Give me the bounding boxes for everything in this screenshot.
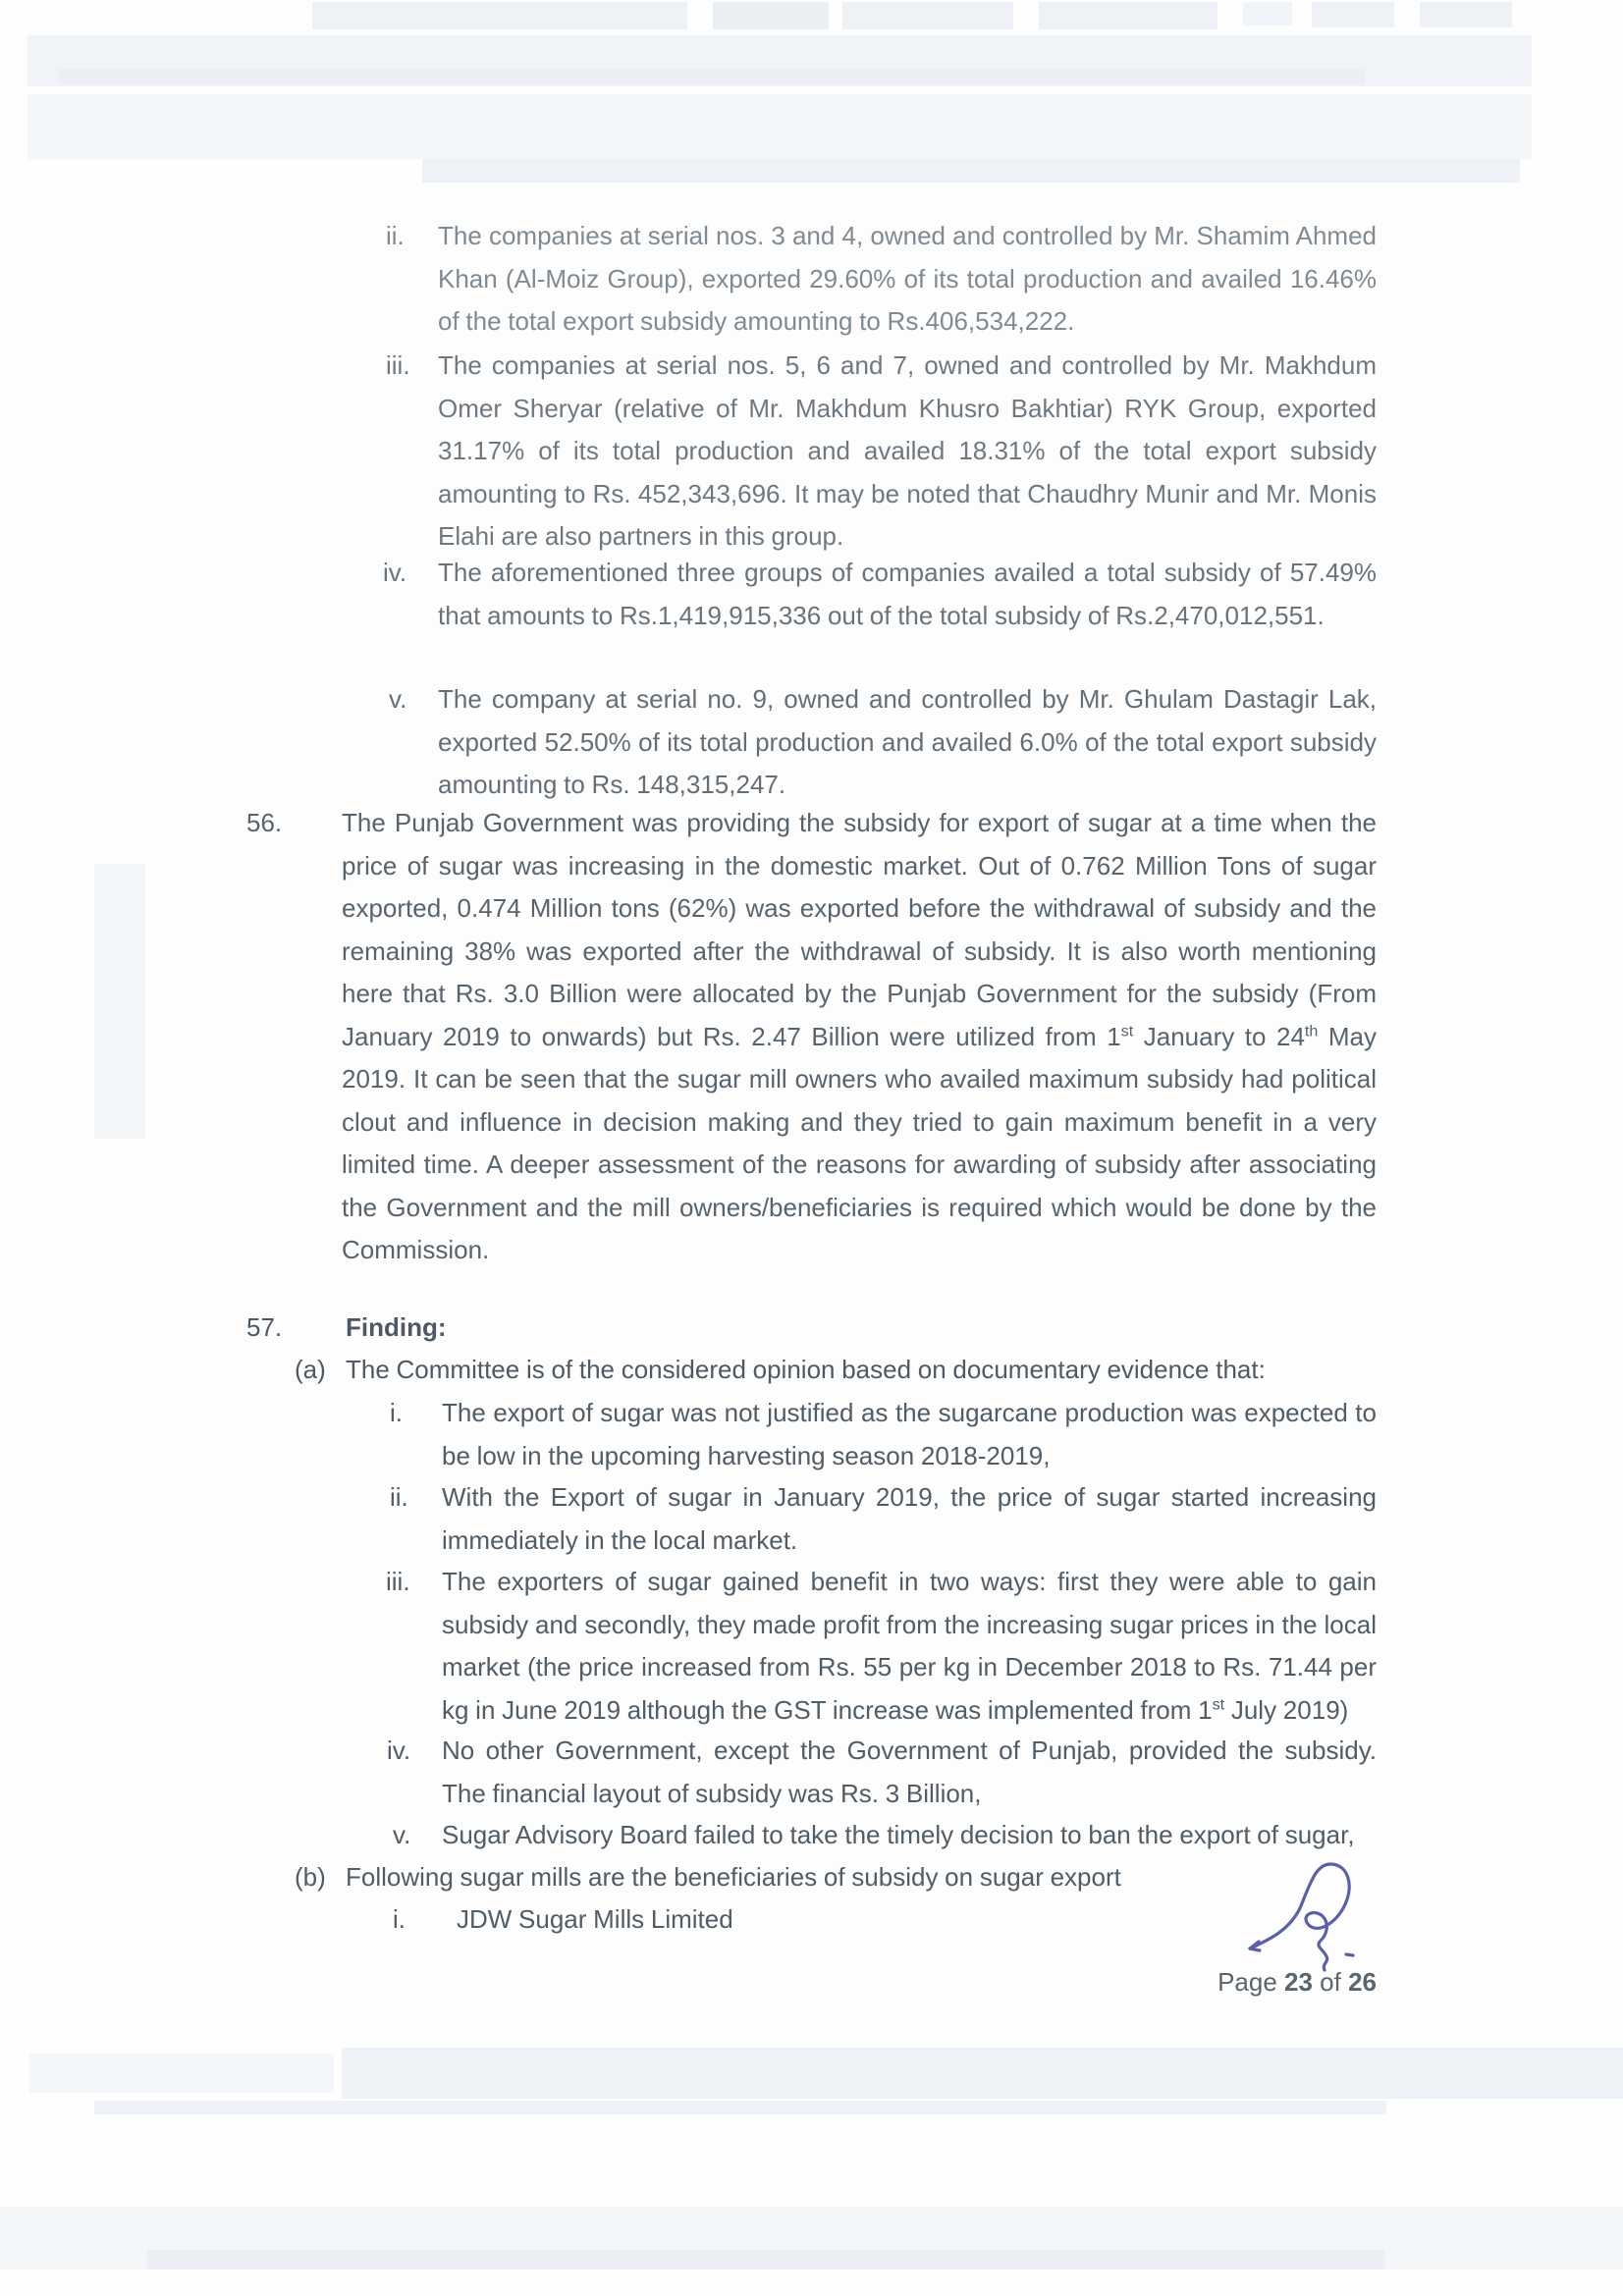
current-page-number: 23 (1284, 1967, 1313, 1997)
scan-artifact-band (1420, 2, 1512, 27)
list-item-text: The aforementioned three groups of companies availed a total subsidy of 57.49% that amounts to Rs.1,419,915,336 out of the total subsidy of Rs.2,470,012,551. (438, 558, 1377, 630)
list-item-iv (383, 552, 1377, 637)
paragraph-text: January to 24 (1133, 1021, 1305, 1051)
scan-artifact-band (713, 2, 829, 29)
scan-artifact-band (1039, 2, 1217, 29)
finding-heading: Finding: (346, 1312, 447, 1342)
list-marker: iii. (386, 350, 410, 380)
list-item-text: No other Government, except the Government of Punjab, provided the subsidy. The financial layout of subsidy was Rs. 3 Billion, (442, 1735, 1377, 1808)
list-marker: (b) (295, 1862, 326, 1892)
scan-artifact-band (1243, 2, 1292, 26)
scan-artifact-band (422, 159, 1520, 183)
scan-artifact-band (59, 69, 1365, 84)
list-marker: (a) (295, 1355, 326, 1384)
list-item-text: With the Export of sugar in January 2019, the price of sugar started increasing immediately in the local market. (442, 1482, 1377, 1555)
superscript-ordinal: st (1120, 1021, 1134, 1040)
paragraph-57-heading (246, 1307, 1377, 1350)
page-footer (1217, 1967, 1377, 1998)
paragraph-number: 56. (246, 808, 283, 837)
list-marker: v. (389, 684, 407, 714)
list-item-text: The Committee is of the considered opinion based on documentary evidence that: (346, 1355, 1266, 1384)
list-item-text: Sugar Advisory Board failed to take the timely decision to ban the export of sugar, (442, 1820, 1355, 1849)
list-item-text: The export of sugar was not justified as the sugarcane production was expected to be low in the upcoming harvesting season 2018-2019, (442, 1398, 1377, 1470)
paragraph-number: 57. (246, 1312, 283, 1342)
list-item-iii (386, 345, 1377, 559)
scan-artifact-band (94, 864, 145, 1139)
scan-artifact-band (0, 2207, 1623, 2269)
list-marker: v. (393, 1820, 411, 1849)
footer-prefix: Page (1217, 1967, 1285, 1997)
scan-artifact-band (842, 2, 1013, 29)
finding-item-a (295, 1349, 1377, 1392)
scan-artifact-band (94, 2101, 1386, 2114)
scan-artifact-band (147, 2250, 1384, 2269)
total-page-number: 26 (1348, 1967, 1377, 1997)
finding-item-iii (386, 1561, 1377, 1732)
list-item-text: JDW Sugar Mills Limited (457, 1904, 733, 1934)
list-marker: iv. (387, 1735, 411, 1765)
footer-of: of (1312, 1967, 1349, 1997)
list-item-ii (386, 215, 1377, 344)
paragraph-text: The Punjab Government was providing the subsidy for export of sugar at a time when the price of sugar was increasing in the domestic market. Out of 0.762 Million Tons of sugar exported, 0.474 Million tons (62%) was exported before the withdrawal of subsidy and the remaining 38% was exported after the withdrawal of subsidy. It is also worth mentioning here that Rs. 3.0 Billion were allocated by the Punjab Government for the subsidy (From January 2019 to onwards) but Rs. 2.47 Billion were utilized from 1 (342, 808, 1377, 1051)
signature (1217, 1845, 1394, 1978)
list-item-text: July 2019) (1224, 1694, 1349, 1725)
paragraph-text: May 2019. It can be seen that the sugar mill owners who availed maximum subsidy had political clout and influence in decision making and they tried to gain maximum benefit in a very limited time. A deeper assessment of the reasons for awarding of subsidy after associating the Government and the mill owners/beneficiaries is required which would be done by the Commission. (342, 1021, 1377, 1264)
list-item-text: The companies at serial nos. 5, 6 and 7, owned and controlled by Mr. Makhdum Omer Sheryar (relative of Mr. Makhdum Khusro Bakhtiar) RYK Group, exported 31.17% of its total production and availed 18.31% of the total export subsidy amounting to Rs. 452,343,696. It may be noted that Chaudhry Munir and Mr. Monis Elahi are also partners in this group. (438, 350, 1377, 551)
scan-artifact-band (27, 35, 1532, 86)
list-marker: i. (390, 1398, 403, 1427)
paragraph-56 (246, 802, 1377, 1272)
list-marker: ii. (390, 1482, 408, 1512)
signature-stroke (1346, 1954, 1353, 1955)
list-item-v (389, 678, 1377, 807)
scan-artifact-band (27, 94, 1532, 159)
list-marker: i. (393, 1904, 406, 1934)
finding-item-iv (387, 1730, 1377, 1815)
scan-artifact-band (29, 2054, 334, 2093)
list-item-text: The company at serial no. 9, owned and controlled by Mr. Ghulam Dastagir Lak, exported 52.50% of its total production and availed 6.0% of the total export subsidy amounting to Rs. 148,315,247. (438, 684, 1377, 799)
list-marker: ii. (386, 221, 405, 250)
superscript-ordinal: th (1304, 1021, 1319, 1040)
superscript-ordinal: st (1212, 1694, 1225, 1713)
list-item-text: The exporters of sugar gained benefit in two ways: first they were able to gain subsidy and secondly, they made profit from the increasing sugar prices in the local market (the price increased from Rs. 55 per kg in December 2018 to Rs. 71.44 per kg in June 2019 although the GST increase was implemented from 1 (442, 1567, 1377, 1725)
list-item-text: Following sugar mills are the beneficiaries of subsidy on sugar export (346, 1862, 1121, 1892)
scan-artifact-band (342, 2048, 1623, 2099)
signature-stroke (1250, 1864, 1349, 1970)
finding-item-i (390, 1392, 1377, 1477)
list-item-text: The companies at serial nos. 3 and 4, owned and controlled by Mr. Shamim Ahmed Khan (Al-Moiz Group), exported 29.60% of its total production and availed 16.46% of the total export subsidy amounting to Rs.406,534,222. (438, 221, 1377, 336)
scan-artifact-band (1312, 2, 1394, 27)
finding-item-ii (390, 1476, 1377, 1562)
list-marker: iv. (383, 558, 407, 587)
list-marker: iii. (386, 1567, 410, 1596)
scan-artifact-band (312, 2, 687, 29)
